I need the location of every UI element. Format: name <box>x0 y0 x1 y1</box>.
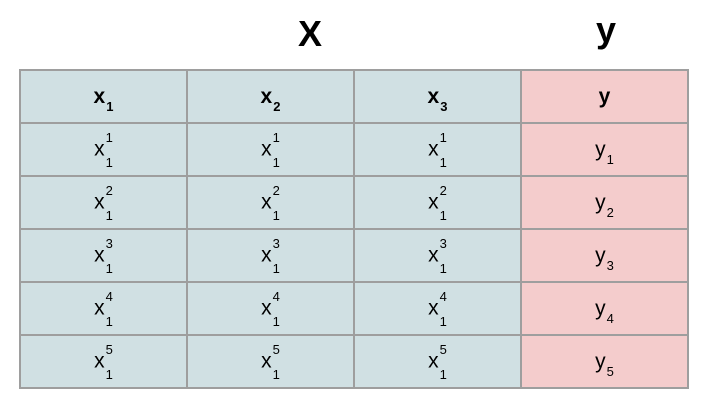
x-cell: x 1 1 <box>354 123 521 176</box>
table-row <box>20 229 688 282</box>
table-row <box>20 282 688 335</box>
x-cell: x 2 1 <box>20 176 187 229</box>
table-row <box>20 176 688 229</box>
y-cell: $y_3$ <box>521 229 688 282</box>
header-y: y <box>521 70 688 123</box>
y-cell: $y_4$ <box>521 282 688 335</box>
x-cell: x 4 1 <box>354 282 521 335</box>
table-row <box>20 335 688 388</box>
x-cell: x 2 1 <box>354 176 521 229</box>
x-cell: x 4 1 <box>20 282 187 335</box>
x-cell: x 2 1 <box>187 176 354 229</box>
x-cell: x 3 1 <box>20 229 187 282</box>
header-x3: $x_3$ <box>354 70 521 123</box>
header-row <box>20 70 688 123</box>
x-cell: x 5 1 <box>20 335 187 388</box>
x-cell: x 1 1 <box>20 123 187 176</box>
data-table <box>19 69 689 389</box>
x-cell: x 3 1 <box>187 229 354 282</box>
target-title: y <box>595 9 617 50</box>
x-cell: x 5 1 <box>354 335 521 388</box>
x-cell: x 3 1 <box>354 229 521 282</box>
features-title: X <box>297 13 322 54</box>
y-cell: $y_2$ <box>521 176 688 229</box>
header-x1: $x_1$ <box>20 70 187 123</box>
x-cell: x 5 1 <box>187 335 354 388</box>
header-x2: $x_2$ <box>187 70 354 123</box>
x-cell: x 4 1 <box>187 282 354 335</box>
x-cell: x 1 1 <box>187 123 354 176</box>
y-cell: $y_1$ <box>521 123 688 176</box>
table-row <box>20 123 688 176</box>
y-cell: $y_5$ <box>521 335 688 388</box>
